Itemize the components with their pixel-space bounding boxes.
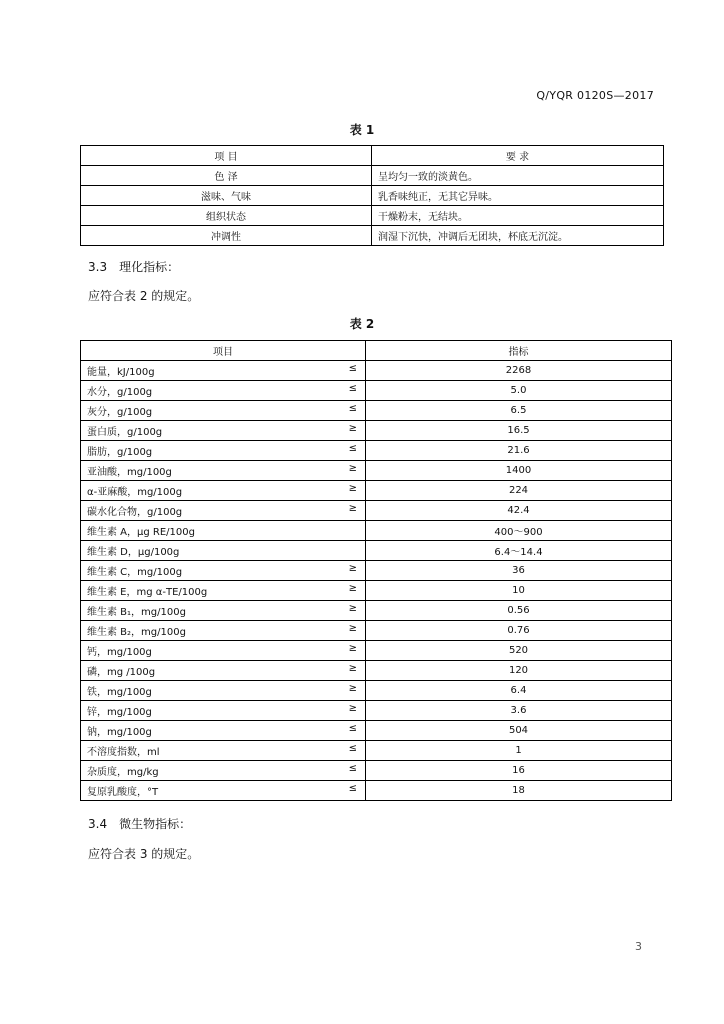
table2-row (81, 781, 672, 801)
table2-comparison-sign: ≥ (348, 603, 357, 614)
table2 (80, 340, 672, 801)
table2-item-cell (81, 561, 366, 581)
table2-comparison-sign: ≥ (348, 703, 357, 714)
table2-item-cell (81, 381, 366, 401)
table2-value-cell: 224 (366, 481, 672, 501)
table2-value-cell: 18 (366, 781, 672, 801)
table2-value-cell: 120 (366, 661, 672, 681)
table2-item-cell (81, 641, 366, 661)
table2-item-label: 碳水化合物，g/100g (87, 507, 183, 518)
table2-value-cell: 520 (366, 641, 672, 661)
table1-requirement-cell: 干燥粉末，无结块。 (372, 206, 664, 226)
table1-requirement-cell: 润湿下沉快，冲调后无团块，杯底无沉淀。 (372, 226, 664, 246)
table2-comparison-sign: ≥ (348, 483, 357, 494)
table2-value-cell: 5.0 (366, 381, 672, 401)
table2-value-cell: 2268 (366, 361, 672, 381)
table1-row (81, 186, 664, 206)
table2-item-cell (81, 701, 366, 721)
table2-row (81, 681, 672, 701)
table2-row (81, 441, 672, 461)
table2-comparison-sign: ≥ (348, 663, 357, 674)
table2-comparison-sign: ≤ (348, 743, 357, 754)
table2-comparison-sign: ≤ (348, 763, 357, 774)
table2-row (81, 701, 672, 721)
table2-item-label: 杂质度，mg/kg (87, 767, 159, 778)
table1-item-cell: 组织状态 (81, 206, 372, 226)
table2-comparison-sign: ≥ (348, 683, 357, 694)
table2-row (81, 621, 672, 641)
section-3-3-title: 理化指标： (119, 260, 180, 274)
table2-item-cell (81, 681, 366, 701)
table1-requirement-cell: 乳香味纯正，无其它异味。 (372, 186, 664, 206)
table2-item-label: 复原乳酸度，°T (87, 787, 159, 798)
table2-row (81, 641, 672, 661)
table2-item-cell (81, 761, 366, 781)
table2-row (81, 761, 672, 781)
table2-item-cell (81, 721, 366, 741)
table2-item-label: 蛋白质，g/100g (87, 427, 163, 438)
table2-value-cell: 36 (366, 561, 672, 581)
table1-col-requirement: 要 求 (372, 146, 664, 166)
table1-row (81, 226, 664, 246)
table1 (80, 145, 664, 246)
table2-col-value: 指标 (366, 341, 672, 361)
table1-col-item: 项 目 (81, 146, 372, 166)
table2-comparison-sign: ≥ (348, 503, 357, 514)
table2-item-cell (81, 421, 366, 441)
page-number: 3 (635, 940, 642, 953)
table2-row (81, 481, 672, 501)
table2-value-cell: 6.4 (366, 681, 672, 701)
table2-item-label: 钠，mg/100g (87, 727, 152, 738)
table2-row (81, 461, 672, 481)
table2-item-cell (81, 581, 366, 601)
table2-row (81, 741, 672, 761)
table2-row (81, 561, 672, 581)
table1-item-cell: 冲调性 (81, 226, 372, 246)
table2-comparison-sign: ≥ (348, 583, 357, 594)
table2-item-label: 维生素 E，mg α-TE/100g (87, 587, 208, 598)
section-3-4-title: 微生物指标： (119, 817, 192, 831)
table2-item-label: 铁，mg/100g (87, 687, 152, 698)
table2-value-cell: 16 (366, 761, 672, 781)
table2-row (81, 581, 672, 601)
table2-item-cell (81, 361, 366, 381)
table2-item-label: 不溶度指数，ml (87, 747, 160, 758)
table2-value-cell: 0.76 (366, 621, 672, 641)
section-3-3-heading (88, 258, 179, 275)
table2-item-cell (81, 661, 366, 681)
table2-value-cell: 0.56 (366, 601, 672, 621)
table2-comparison-sign: ≥ (348, 563, 357, 574)
table2-value-cell: 42.4 (366, 501, 672, 521)
table2-value-cell: 10 (366, 581, 672, 601)
section-3-4-heading (88, 815, 191, 832)
table2-item-cell (81, 621, 366, 641)
table1-row (81, 206, 664, 226)
table2-comparison-sign: ≥ (348, 643, 357, 654)
table2-item-cell (81, 481, 366, 501)
table1-header-row (81, 146, 664, 166)
table2-item-cell (81, 781, 366, 801)
table2-item-cell (81, 541, 366, 561)
table2-comparison-sign: ≤ (348, 443, 357, 454)
table2-item-label: 维生素 B₂，mg/100g (87, 627, 186, 638)
table2-value-cell: 504 (366, 721, 672, 741)
table2-item-label: α-亚麻酸，mg/100g (87, 487, 183, 498)
table2-item-cell (81, 741, 366, 761)
table2-item-cell (81, 521, 366, 541)
table2-header-row (81, 341, 672, 361)
table2-item-label: 磷，mg /100g (87, 667, 156, 678)
table2-item-label: 维生素 D，μg/100g (87, 547, 180, 558)
table2-item-cell (81, 501, 366, 521)
table2-item-cell (81, 401, 366, 421)
table1-requirement-cell: 呈均匀一致的淡黄色。 (372, 166, 664, 186)
table2-item-cell (81, 441, 366, 461)
table2-value-cell: 16.5 (366, 421, 672, 441)
table2-comparison-sign: ≤ (348, 783, 357, 794)
table2-value-cell: 1400 (366, 461, 672, 481)
table2-item-label: 锌，mg/100g (87, 707, 152, 718)
table2-row (81, 721, 672, 741)
table2-item-cell (81, 601, 366, 621)
table2-comparison-sign: ≥ (348, 423, 357, 434)
table2-row (81, 601, 672, 621)
table2-value-cell: 6.4～14.4 (366, 541, 672, 561)
table2-value-cell: 21.6 (366, 441, 672, 461)
section-3-4-text: 应符合表 3 的规定。 (88, 847, 200, 861)
table2-col-item: 项目 (81, 341, 366, 361)
table2-row (81, 421, 672, 441)
table2-item-label: 维生素 A，μg RE/100g (87, 527, 195, 538)
table2-comparison-sign: ≥ (348, 623, 357, 634)
document-code: Q/YQR 0120S—2017 (536, 89, 654, 102)
table2-item-label: 灰分，g/100g (87, 407, 153, 418)
table2-item-label: 能量，kJ/100g (87, 367, 155, 378)
table1-item-cell: 色 泽 (81, 166, 372, 186)
table2-row (81, 361, 672, 381)
table2-value-cell: 3.6 (366, 701, 672, 721)
table2-row (81, 541, 672, 561)
table2-item-cell (81, 461, 366, 481)
table2-row (81, 521, 672, 541)
section-3-3-number: 3.3 (88, 260, 108, 274)
table2-value-cell: 1 (366, 741, 672, 761)
table2-comparison-sign: ≤ (348, 723, 357, 734)
table2-item-label: 钙，mg/100g (87, 647, 152, 658)
table2-row (81, 381, 672, 401)
table2-item-label: 脂肪，g/100g (87, 447, 153, 458)
table2-value-cell: 6.5 (366, 401, 672, 421)
section-3-3-text: 应符合表 2 的规定。 (88, 289, 200, 303)
table2-comparison-sign: ≤ (348, 403, 357, 414)
table2-item-label: 水分，g/100g (87, 387, 153, 398)
table2-row (81, 501, 672, 521)
section-3-4-number: 3.4 (88, 817, 108, 831)
table2-caption: 表 2 (349, 317, 375, 331)
table2-comparison-sign: ≤ (348, 383, 357, 394)
table1-item-cell: 滋味、气味 (81, 186, 372, 206)
table2-item-label: 维生素 B₁，mg/100g (87, 607, 186, 618)
table1-row (81, 166, 664, 186)
table2-row (81, 661, 672, 681)
table2-item-label: 维生素 C，mg/100g (87, 567, 183, 578)
table2-item-label: 亚油酸，mg/100g (87, 467, 172, 478)
table1-caption: 表 1 (349, 123, 375, 137)
table2-row (81, 401, 672, 421)
table2-value-cell: 400～900 (366, 521, 672, 541)
table2-comparison-sign: ≤ (348, 363, 357, 374)
table2-comparison-sign: ≥ (348, 463, 357, 474)
